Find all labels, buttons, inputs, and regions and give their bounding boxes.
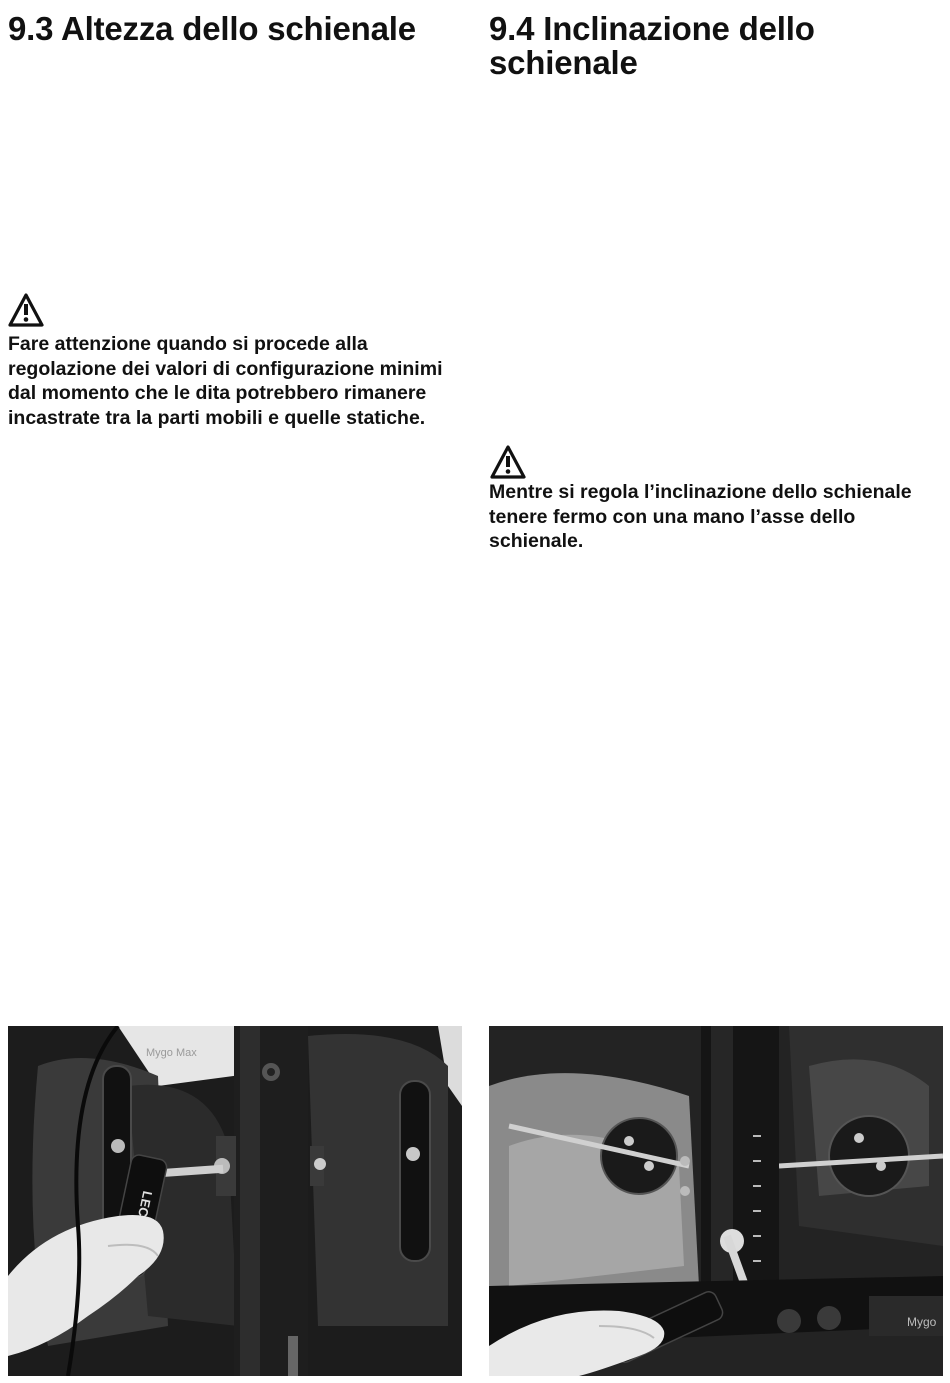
section-9-4-warning-text: Mentre si regola l’inclinazione dello schienale tenere fermo con una mano l’asse dello schienale. [489, 481, 912, 552]
chair-brand-label: Mygo Max [146, 1047, 197, 1059]
warning-triangle-icon [7, 292, 45, 328]
backrest-height-adjustment-photo [8, 1026, 462, 1376]
section-9-4-title: 9.4 Inclinazione dello schienale [489, 10, 815, 81]
section-9-3-warning-text: Fare attenzione quando si procede alla regolazione dei valori di configurazione minimi dal momento che le dita potrebbero rimanere incastrate tra la parti mobili e quelle statiche. [8, 333, 443, 429]
chair-brand-label: Mygo [907, 1315, 937, 1329]
section-9-3-title: 9.3 Altezza dello schienale [8, 10, 416, 47]
backrest-angle-adjustment-photo [489, 1026, 943, 1376]
warning-triangle-icon [489, 444, 527, 480]
